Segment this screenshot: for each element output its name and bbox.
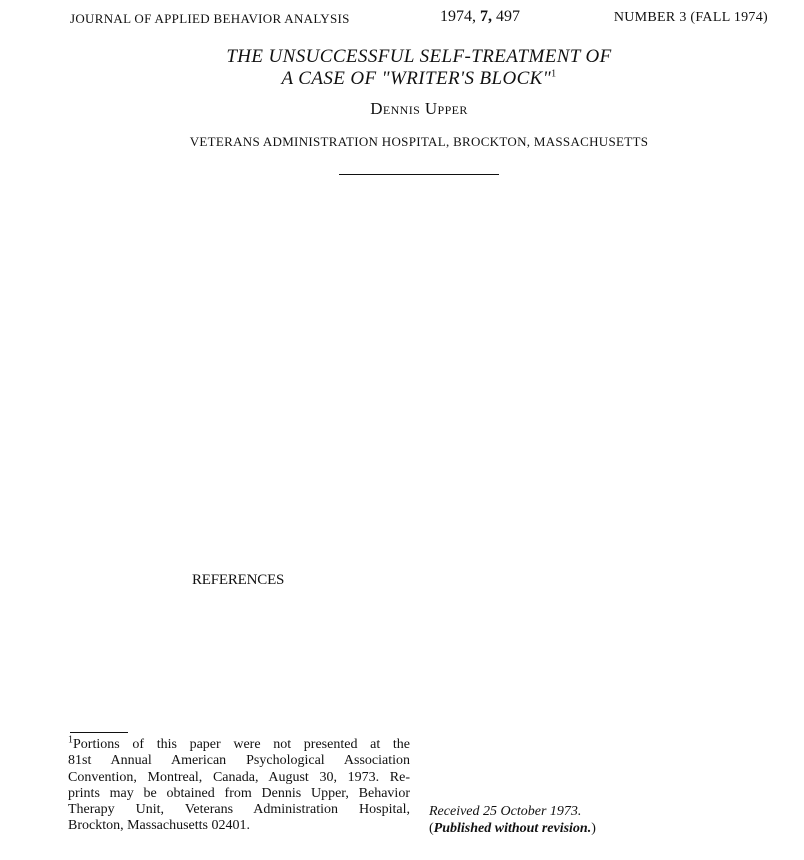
footnote-line [68, 734, 410, 753]
published-open-paren: ( [429, 821, 434, 836]
citation-volume: 7, [480, 8, 492, 25]
published-text: Published without revision. [433, 821, 592, 836]
footnote-line: Therapy Unit, Veterans Administration Hospital, [68, 802, 410, 818]
author-affiliation: VETERANS ADMINISTRATION HOSPITAL, BROCKTON, MASSACHUSETTS [189, 134, 649, 149]
citation-year: 1974, [440, 8, 476, 25]
title-divider [339, 174, 499, 175]
footnote-line: Convention, Montreal, Canada, August 30, 1973. Re- [68, 769, 410, 785]
footnote-mark: 1 [68, 734, 73, 746]
article-title-line-2-text: A CASE OF "WRITER'S BLOCK" [281, 68, 552, 89]
article-title-line-1: THE UNSUCCESSFUL SELF-TREATMENT OF [226, 46, 612, 67]
journal-name: JOURNAL OF APPLIED BEHAVIOR ANALYSIS [70, 11, 350, 26]
footnote-line: 81st Annual American Psychological Association [68, 753, 410, 769]
footnote-line: prints may be obtained from Dennis Upper, Behavior [68, 785, 410, 801]
footnote-line-text: Portions of this paper were not presented at the [73, 737, 410, 752]
issue-info: NUMBER 3 (FALL 1974) [613, 10, 768, 25]
footnote [68, 734, 410, 835]
received-date: Received 25 October 1973. [429, 804, 582, 819]
footnote-divider [70, 732, 128, 733]
title-footnote-mark: 1 [551, 68, 557, 80]
article-title-line-2 [0, 68, 804, 90]
references-heading: REFERENCES [192, 572, 285, 588]
author-name: Dennis Upper [370, 99, 468, 118]
footnote-line: Brockton, Massachusetts 02401. [68, 818, 250, 834]
citation [440, 8, 520, 26]
published-close-paren: ) [591, 821, 596, 836]
citation-page: 497 [496, 8, 520, 25]
published-note [429, 821, 596, 837]
